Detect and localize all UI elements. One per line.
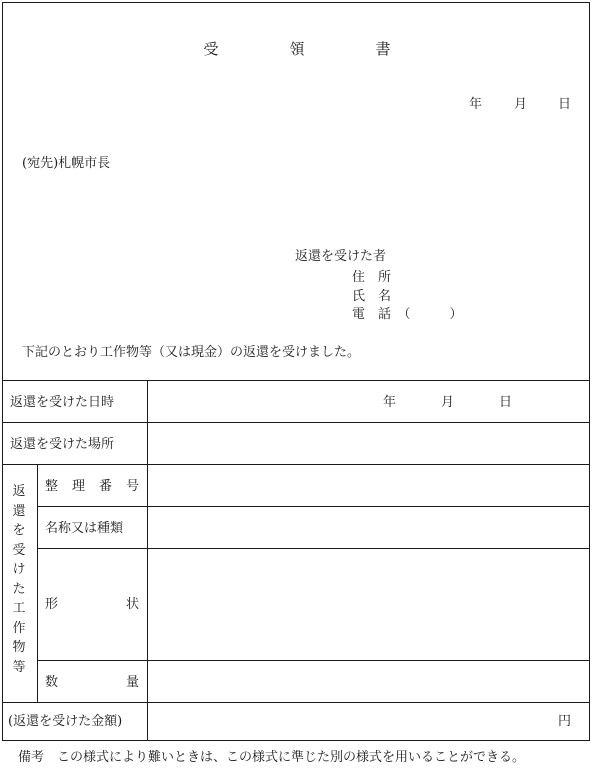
date-month-label: 月 <box>514 97 528 112</box>
amount-unit-yen: 円 <box>558 714 572 729</box>
addressee: (宛先)札幌市長 <box>22 156 111 171</box>
quantity-field[interactable] <box>148 661 589 701</box>
return-datetime-field[interactable] <box>148 381 589 421</box>
recipient-name-label: 氏 名 <box>352 289 392 304</box>
document-title: 受 領 書 <box>203 40 419 58</box>
footnote: 備考 この様式により難いときは、この様式に準じた別の様式を用いることができる。 <box>18 750 526 765</box>
recipient-phone-label: 電 話 （ ） <box>352 307 463 322</box>
return-date-day: 日 <box>499 395 513 410</box>
returned-items-group-label: 返 還 を 受 け た 工 作 物 等 <box>12 484 26 675</box>
name-or-type-label: 名称又は種類 <box>45 521 124 536</box>
returned-amount-field[interactable] <box>148 703 553 740</box>
return-date-year: 年 <box>383 395 397 410</box>
return-date-month: 月 <box>441 395 455 410</box>
return-datetime-label: 返還を受けた日時 <box>10 395 115 410</box>
shape-field[interactable] <box>148 549 589 659</box>
date-year-label: 年 <box>469 97 483 112</box>
date-day-label: 日 <box>558 97 572 112</box>
quantity-label: 数 量 <box>45 675 139 690</box>
statement-text: 下記のとおり工作物等（又は現金）の返還を受けました。 <box>22 345 361 360</box>
return-place-field[interactable] <box>148 423 589 463</box>
return-place-label: 返還を受けた場所 <box>10 437 115 452</box>
name-or-type-field[interactable] <box>148 507 589 547</box>
recipient-address-label: 住 所 <box>352 270 392 285</box>
shape-label: 形 状 <box>45 597 139 612</box>
returned-amount-label: (返還を受けた金額) <box>8 714 123 729</box>
column-divider-group <box>37 464 38 702</box>
recipient-heading: 返還を受けた者 <box>295 249 387 264</box>
reference-number-field[interactable] <box>148 465 589 505</box>
reference-number-label: 整 理 番 号 <box>45 479 139 494</box>
